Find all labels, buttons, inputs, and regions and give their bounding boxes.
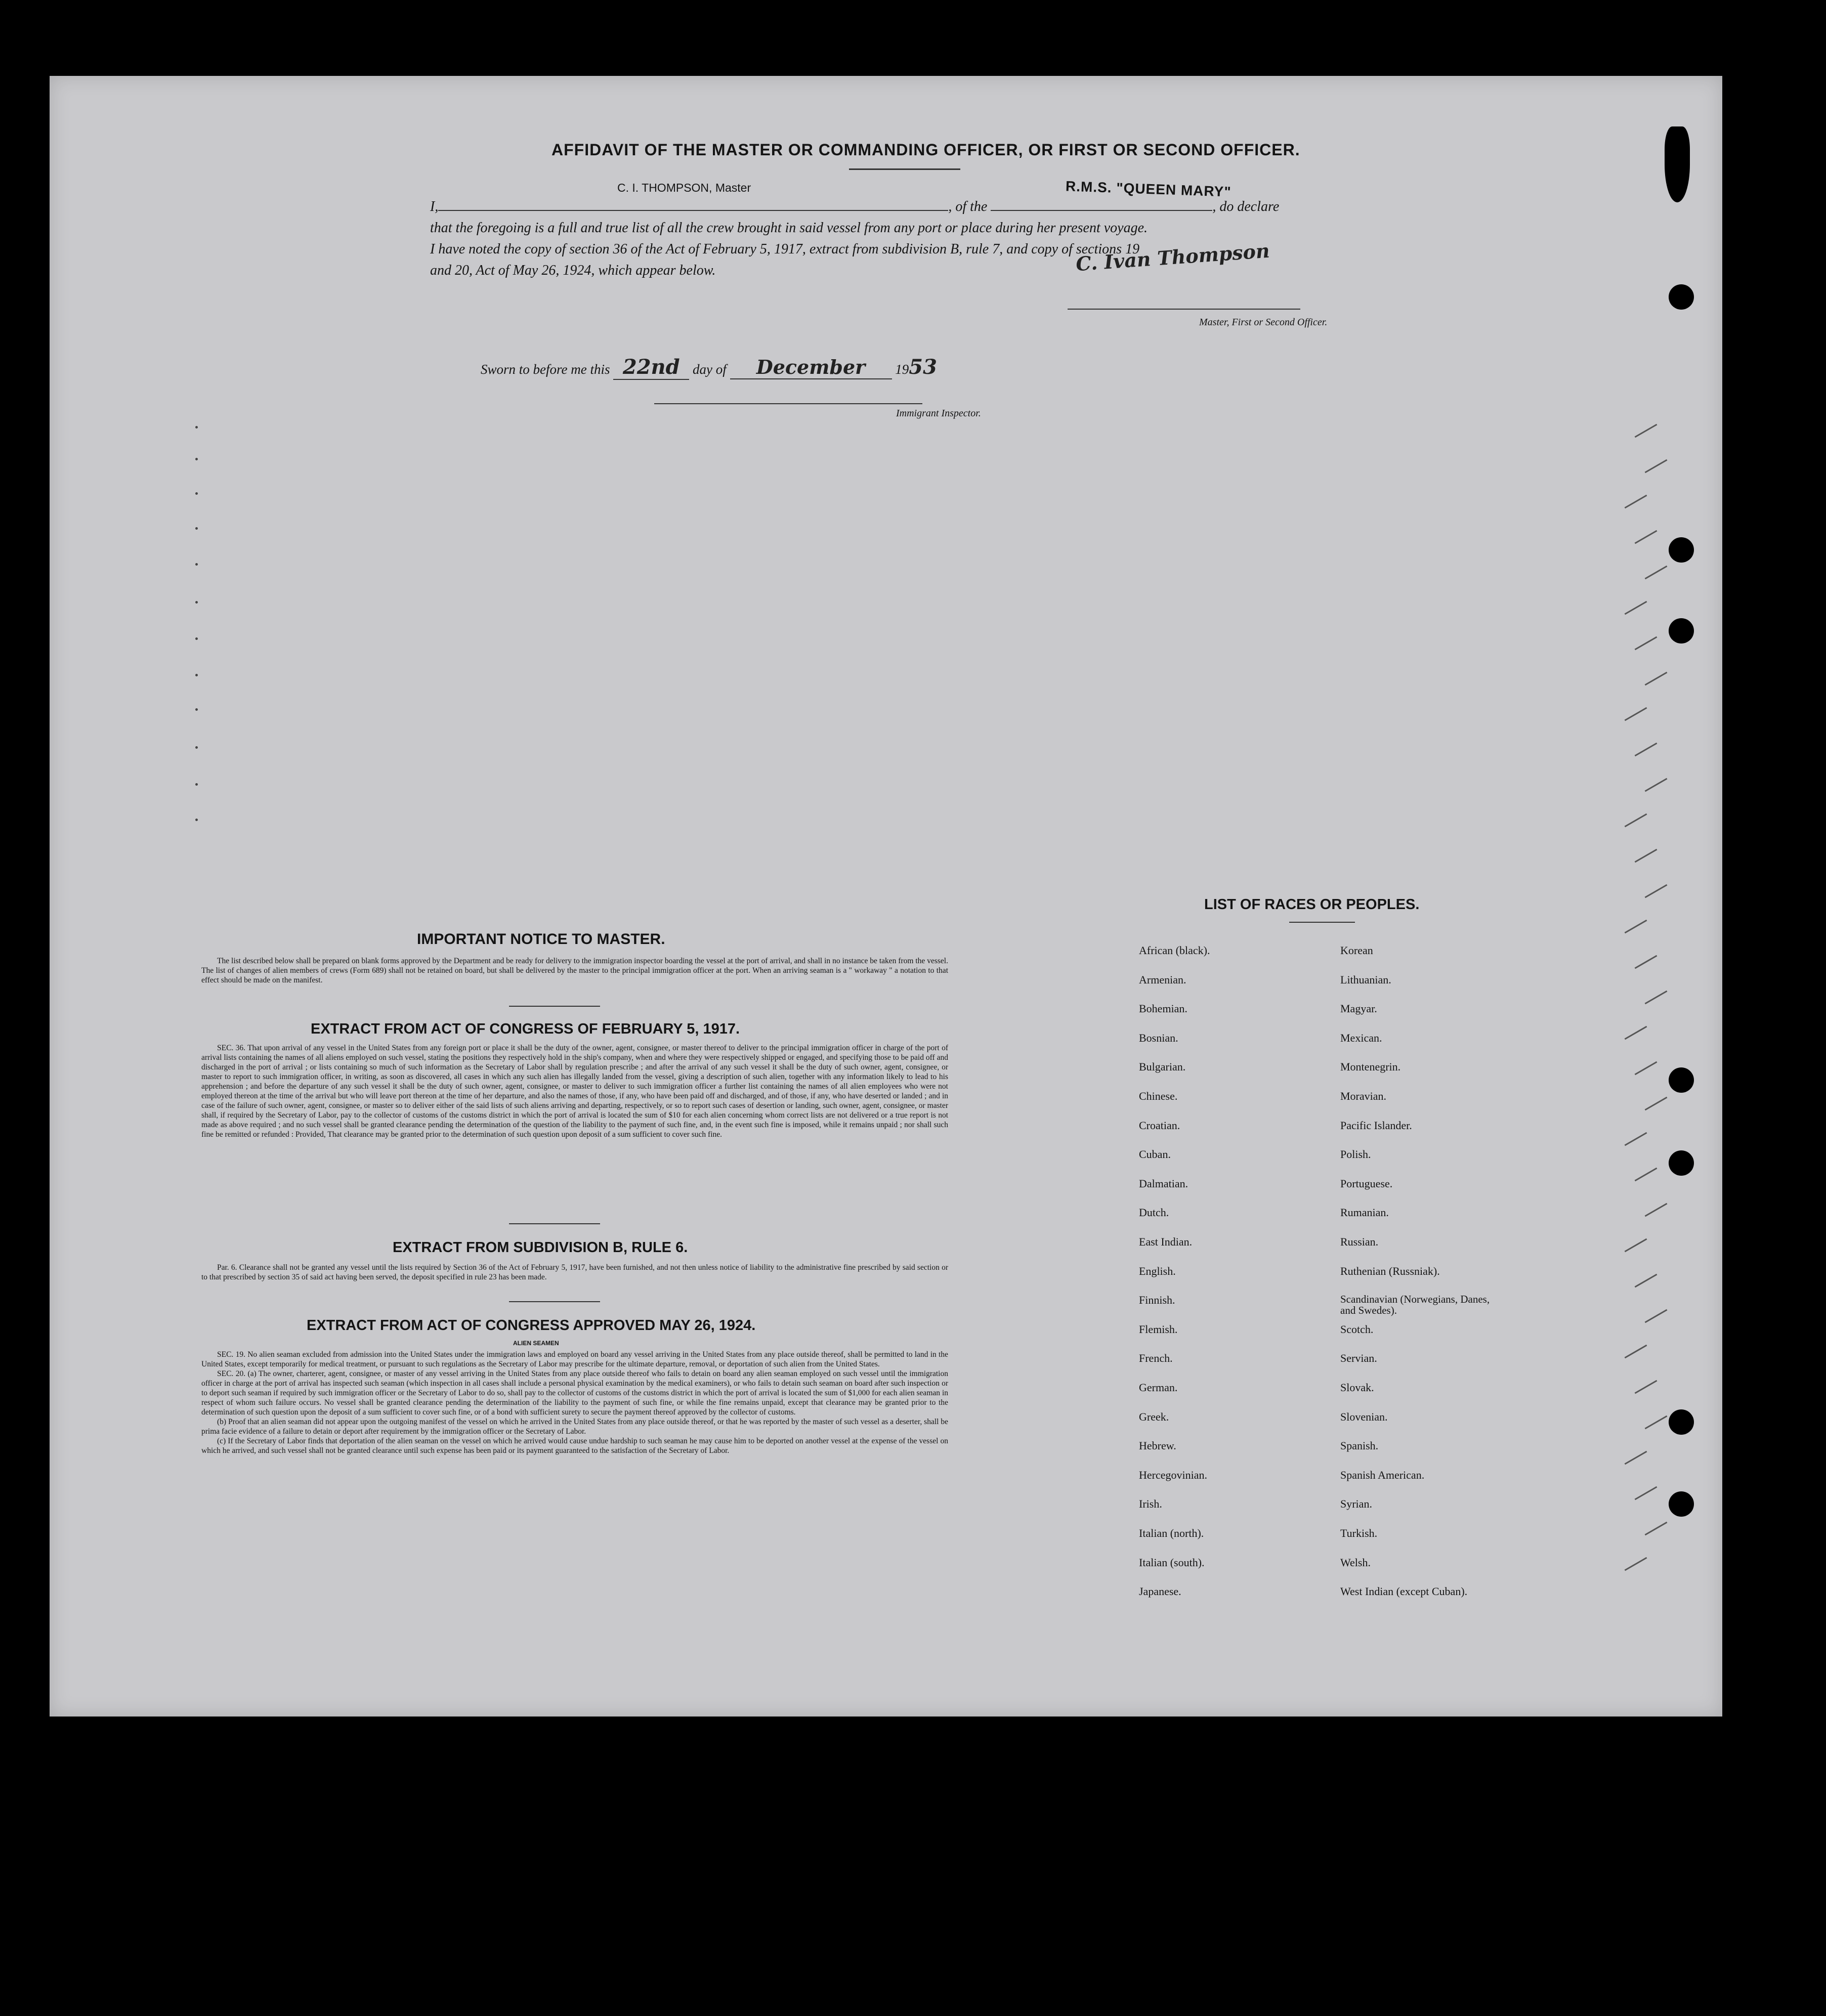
sworn-line [481,355,937,380]
race-item: Korean [1340,944,1373,957]
race-item: Portuguese. [1340,1177,1393,1190]
race-item: East Indian. [1139,1235,1193,1248]
punch-hole [1669,537,1694,563]
hatch-mark [1625,1026,1647,1040]
margin-dot [195,601,198,604]
declaration-line-4: and 20, Act of May 26, 1924, which appear below. [430,263,716,278]
hatch-mark [1645,1522,1668,1536]
affidavit-body [430,196,1437,281]
hatch-mark [1625,1132,1647,1146]
section-19-text: SEC. 19. No alien seaman excluded from admission into the United States under the immigration laws and employed on board any vessel arriving in the United States from any place outside thereof, shall be permitted to land in the United States, except temporarily for medical treatment, or pursuant to such regulations as the Secretary of Labor may prescribe for the ultimate departure, removal, or deportation of such alien from the United States. [201,1350,948,1368]
margin-dot [195,458,198,460]
margin-dot [195,563,198,566]
margin-dot [195,783,198,786]
hatch-mark [1645,1309,1668,1323]
declaration-line-2: that the foregoing is a full and true list of all the crew brought in said vessel from any port or place during her present voyage. [430,220,1148,236]
race-item: Hebrew. [1139,1439,1176,1452]
hatch-mark [1635,424,1658,438]
race-item: Spanish. [1340,1439,1379,1452]
race-item: African (black). [1139,944,1210,957]
sworn-day-of: day of [693,362,727,377]
race-item: Croatian. [1139,1119,1180,1132]
hatch-mark [1635,636,1658,651]
race-item: Welsh. [1340,1556,1371,1569]
hatch-mark [1635,1168,1658,1182]
race-item: Flemish. [1139,1322,1178,1336]
race-item: Irish. [1139,1497,1162,1511]
section-20b-text: (b) Proof that an alien seaman did not appear upon the outgoing manifest of the vessel on which he arrived in the United States from any place outside thereof, or that he was reported by the master of such vessel as a deserter, shall be prima facie evidence of a failure to detain or deport after requirement by the immigration officer or the Secretary of Labor. [201,1418,948,1436]
race-item: Pacific Islander. [1340,1119,1412,1132]
hatch-mark [1625,1451,1647,1465]
hatch-mark [1645,1203,1668,1217]
margin-dot [195,637,198,640]
declaration-declare: , do declare [1212,199,1280,215]
rule-6-body [201,1263,948,1282]
race-item: Scotch. [1340,1322,1374,1336]
race-item: Lithuanian. [1340,973,1391,986]
race-item: Dalmatian. [1139,1177,1188,1190]
punch-hole [1669,1491,1694,1517]
race-item: Cuban. [1139,1148,1171,1161]
section-divider [509,1006,600,1007]
signature-caption: Master, First or Second Officer. [1199,317,1328,328]
race-item: Scandinavian (Norwegians, Danes, and Swedes). [1340,1293,1490,1317]
extract-1924-body [201,1350,948,1455]
hatch-mark [1645,991,1668,1005]
race-item: Slovak. [1340,1381,1374,1394]
hatch-mark [1625,601,1647,615]
declaration-line [430,196,1437,218]
race-item: Servian. [1340,1352,1377,1365]
section-20c-text: (c) If the Secretary of Labor finds that deportation of the alien seaman on the vessel on which he arrived would cause undue hardship to such seaman he may cause him to be deported on another vessel at the expense of the vessel on which he arrived, and such vessel shall not be granted clearance until such expense has been paid or its payment guaranteed to the satisfaction of the Secretary of Labor. [201,1437,948,1455]
master-signature: C. Ivan Thompson [1075,239,1270,276]
hatch-mark [1645,778,1668,792]
hatch-mark [1635,1274,1658,1288]
hatch-mark [1625,813,1647,828]
hatch-mark [1625,1557,1647,1571]
race-item: English. [1139,1264,1176,1277]
hatch-mark [1625,707,1647,721]
race-item: Montenegrin. [1340,1060,1401,1074]
margin-dot [195,492,198,495]
race-item: Greek. [1139,1410,1169,1423]
hatch-mark [1635,1486,1658,1500]
race-item: Turkish. [1340,1527,1378,1539]
document-sheet [50,76,1722,1717]
hatch-mark [1645,884,1668,898]
race-item: Moravian. [1340,1090,1387,1102]
race-item: Ruthenian (Russniak). [1340,1264,1440,1277]
hatch-mark [1625,1345,1647,1359]
punch-hole [1669,1150,1694,1176]
race-item: Chinese. [1139,1090,1178,1102]
race-item: Mexican. [1340,1031,1382,1044]
race-item: Japanese. [1139,1585,1181,1598]
race-item: Italian (south). [1139,1556,1205,1569]
paragraph-6-text: Par. 6. Clearance shall not be granted any vessel until the lists required by Section 36 of the Act of February 5, 1917, have been furnished, and not then unless notice of liability to the administrative fine prescribed by said section or to that prescribed by section 35 of said act having been served, the deposit specified in rule 23 has been made. [201,1263,948,1281]
race-item: Rumanian. [1340,1206,1389,1219]
hatch-mark [1635,849,1658,863]
extract-1917-body [201,1043,948,1139]
race-item: Slovenian. [1340,1410,1388,1423]
hatch-mark [1635,743,1658,757]
notice-title: IMPORTANT NOTICE TO MASTER. [417,931,665,948]
margin-dot [195,426,198,428]
hatch-mark [1645,459,1668,474]
punch-hole [1669,284,1694,310]
sworn-year-prefix: 19 [895,362,909,377]
vessel-fill-line [991,210,1212,211]
races-title-underline [1289,922,1355,923]
punch-hole [1669,1067,1694,1093]
declaration-of-the: , of the [948,199,988,215]
hatch-mark [1625,495,1647,509]
extract-1917-title: EXTRACT FROM ACT OF CONGRESS OF FEBRUARY 5, 1917. [311,1021,740,1037]
races-title: LIST OF RACES OR PEOPLES. [1204,896,1420,913]
hatch-mark [1645,566,1668,580]
margin-dot [195,674,198,676]
race-item: Magyar. [1340,1002,1377,1015]
section-divider [509,1223,600,1224]
race-item: Syrian. [1340,1497,1372,1511]
signature-line [1068,309,1300,310]
margin-dot [195,527,198,530]
inspector-caption: Immigrant Inspector. [896,408,981,419]
sworn-day: 22nd [613,355,689,380]
race-item: Bulgarian. [1139,1060,1186,1074]
hatch-mark [1645,672,1668,686]
punch-hole [1669,618,1694,644]
rule-6-title: EXTRACT FROM SUBDIVISION B, RULE 6. [393,1239,688,1256]
vessel-stamp: R.M.S. "QUEEN MARY" [1065,178,1232,200]
sworn-month: December [730,356,892,379]
race-item: Bohemian. [1139,1002,1187,1015]
race-item: Hercegovinian. [1139,1468,1207,1481]
hatch-mark [1625,1238,1647,1253]
race-item: Italian (north). [1139,1527,1204,1539]
race-item: French. [1139,1352,1173,1365]
race-item: Spanish American. [1340,1468,1425,1481]
race-item: Polish. [1340,1148,1371,1161]
alien-seamen-subtitle: ALIEN SEAMEN [513,1340,559,1347]
section-20a-text: SEC. 20. (a) The owner, charterer, agent, consignee, or master of any vessel arriving in the United States from any place outside thereof who fails to detain on board any alien seaman employed on such vessel until the immigration officer in charge at the port of arrival has inspected such seaman (which inspection in all cases shall include a personal physical examination by the medical examiners), or who fails to detain such seaman on board after such inspection or to deport such seaman if required by such immigration officer or the Secretary of Labor to do so, shall pay to the collector of customs of the customs district in which the port of arrival is located the sum of $1,000 for each alien seaman in respect of whom such failure occurs. No vessel shall be granted clearance pending the determination of the liability to the payment of such fine, or while the fine remains unpaid, except that clearance may be granted prior to the determination of such question upon the deposit of a sum sufficient to cover such fine, or of a bond with sufficient surety to secure the payment thereof approved by the collector of customs. [201,1369,948,1417]
title-underline [849,168,960,170]
hatch-mark [1645,1097,1668,1111]
margin-dot [195,708,198,711]
name-fill-line [438,210,948,211]
extract-1924-title: EXTRACT FROM ACT OF CONGRESS APPROVED MAY 26, 1924. [307,1317,756,1334]
hatch-mark [1635,955,1658,969]
margin-dot [195,746,198,749]
race-item: Armenian. [1139,973,1186,986]
punch-hole [1669,1409,1694,1435]
section-36-text: SEC. 36. That upon arrival of any vessel in the United States from any foreign port or place it shall be the duty of the owner, agent, consignee, or master thereof to deliver to the principal immigration officer in charge of the port of arrival lists containing the names of all aliens employed on such vessel, stating the positions they respectively hold in the ship's company, when and where they were respectively shipped or engaged, and specifying those to be paid off and discharged in the port of arrival ; or lists containing so much of such information as the Secretary of Labor shall by regulation prescribe ; and after the arrival of any such vessel it shall be the duty of such owner, agent, consignee, or master to report to such immigration officer, in writing, as soon as discovered, all cases in which any such alien has illegally landed from the vessel, giving a description of such alien, together with any information likely to lead to his apprehension ; and before the departure of any such vessel it shall be the duty of such owner, agent, consignee, or master to deliver to such immigration officer a further list containing the names of all alien employees who were not employed thereon at the time of the arrival but who will leave port thereon at the time of her departure, and also the names of those, if any, who have been paid off and discharged, and of those, if any, who have deserted or landed ; and in case of the failure of such owner, agent, consignee, or master so to deliver either of the said lists of such aliens arriving and departing, respectively, or so to report such cases of desertion or landing, such owner, agent, consignee, or master shall, if required by the Secretary of Labor, pay to the collector of customs of the customs district in which the port of arrival is located the sum of $10 for each alien concerning whom correct lists are not delivered or a true report is not made as above required ; and no such vessel shall be granted clearance pending the determination of the question of the liability to the payment of such fine, and, in the event such fine is imposed, while it remains unpaid ; nor shall such fine be remitted or refunded : Provided, That clearance may be granted prior to the determination of such question upon deposit of a sum sufficient to cover such fine. [201,1044,948,1139]
section-divider [509,1301,600,1302]
hatch-mark [1635,530,1658,544]
declaration-i: I, [430,199,439,215]
declaration-line-3: I have noted the copy of section 36 of the Act of February 5, 1917, extract from subdivision B, rule 7, and copy of sections 19 [430,241,1140,257]
hatch-mark [1635,1380,1658,1394]
race-item: Dutch. [1139,1206,1169,1219]
hatch-mark [1645,1416,1668,1430]
typed-master-name: C. I. THOMPSON, Master [617,181,751,194]
inspector-signature-line [654,403,922,404]
sworn-prefix: Sworn to before me this [481,362,610,377]
race-item: Russian. [1340,1235,1379,1248]
notice-body: The list described below shall be prepared on blank forms approved by the Department and be ready for delivery to the immigration inspector boarding the vessel at the port of arrival, and shall in no instance be taken from the vessel. The list of changes of alien members of crews (Form 689) shall not be retained on board, but shall be delivered by the master to the principal immigration officer at the port. When an arriving seaman is a " workaway " a notation to that effect should be made on the manifest. [201,957,948,984]
race-item: German. [1139,1381,1178,1394]
hatch-mark [1625,920,1647,934]
race-item: West Indian (except Cuban). [1340,1585,1468,1598]
race-item: Bosnian. [1139,1031,1178,1044]
margin-dot [195,819,198,821]
torn-edge-mark [1665,126,1690,202]
hatch-mark [1635,1061,1658,1076]
race-item: Finnish. [1139,1294,1175,1307]
sworn-year-suffix: 53 [909,355,937,379]
affidavit-title: AFFIDAVIT OF THE MASTER OR COMMANDING OFFICER, OR FIRST OR SECOND OFFICER. [551,141,1300,159]
